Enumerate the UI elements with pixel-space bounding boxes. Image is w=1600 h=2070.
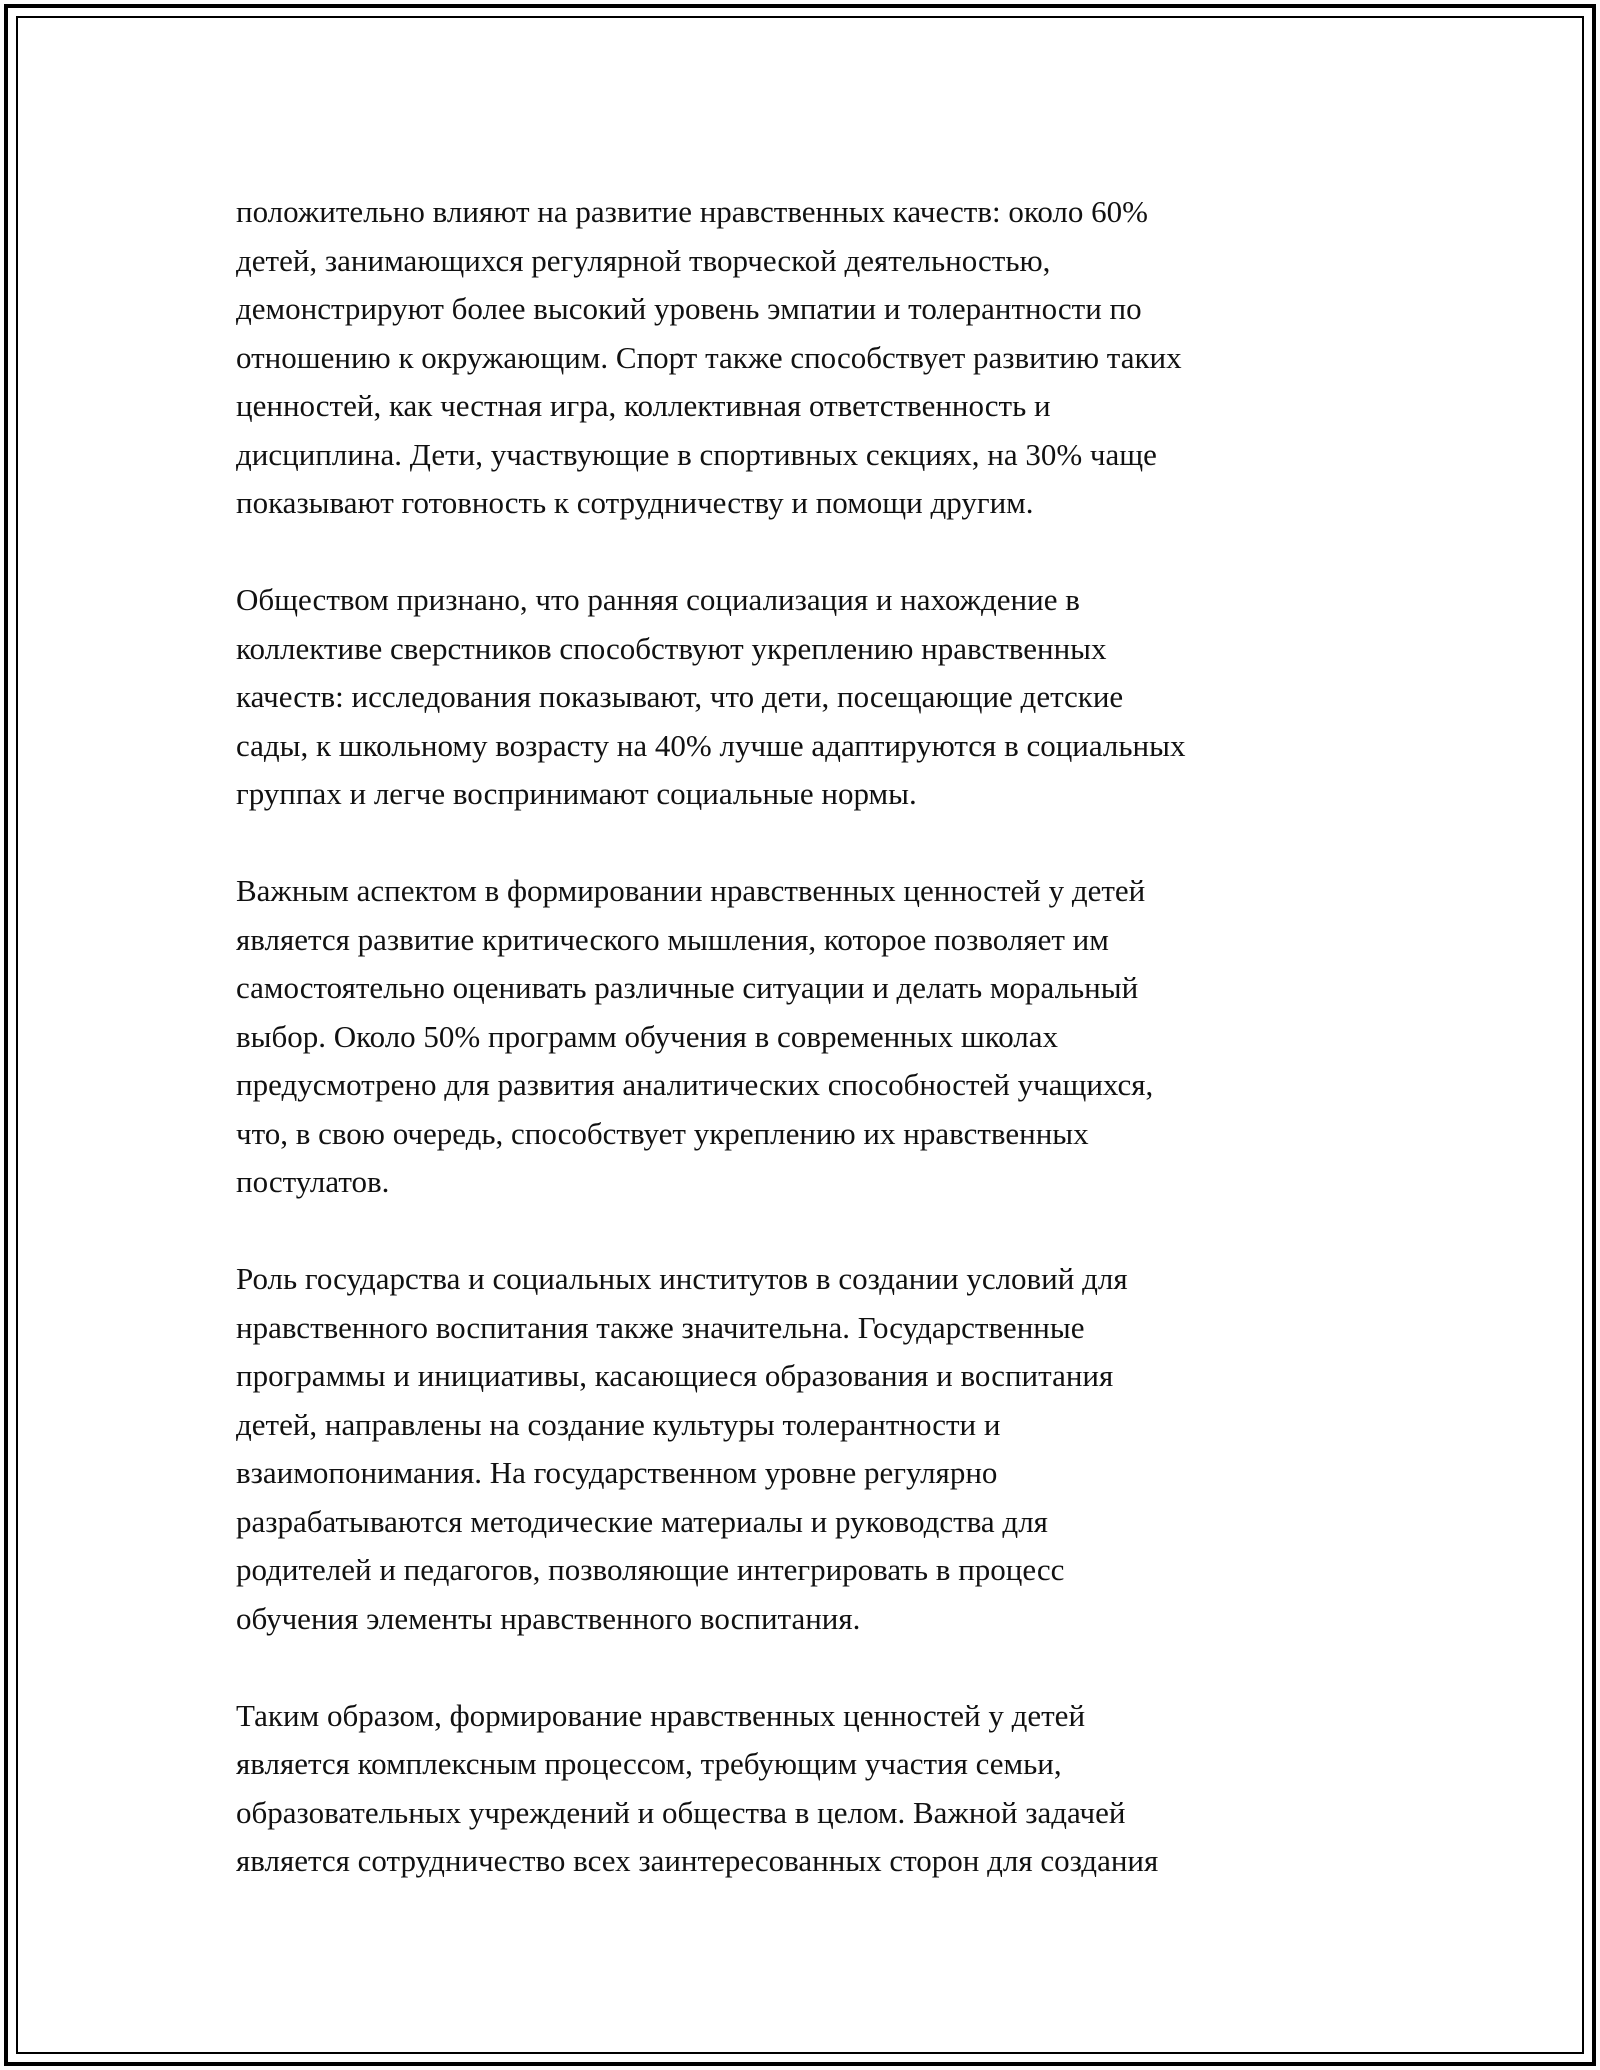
paragraph-5	[236, 1692, 1386, 1886]
text-line: детей, направлены на создание культуры толерантности и	[236, 1406, 1001, 1442]
text-line: дисциплина. Дети, участвующие в спортивных секциях, на 30% чаще	[236, 436, 1157, 472]
text-line: показывают готовность к сотрудничеству и помощи другим.	[236, 485, 1034, 520]
text-line: образовательных учреждений и общества в целом. Важной задачей	[236, 1794, 1126, 1830]
text-line: взаимопонимания. На государственном уровне регулярно	[236, 1455, 998, 1490]
text-line: является комплексным процессом, требующим участия семьи,	[236, 1746, 1062, 1781]
text-line: предусмотрено для развития аналитических способностей учащихся,	[236, 1067, 1154, 1102]
text-line: выбор. Около 50% программ обучения в современных школах	[236, 1018, 1059, 1054]
text-line: родителей и педагогов, позволяющие интегрировать в процесс	[236, 1552, 1065, 1587]
text-line: является сотрудничество всех заинтересованных сторон для создания	[236, 1843, 1159, 1878]
text-line: группах и легче воспринимают социальные нормы.	[236, 776, 917, 811]
text-line: качеств: исследования показывают, что дети, посещающие детские	[236, 679, 1124, 714]
text-line: Важным аспектом в формировании нравственных ценностей у детей	[236, 873, 1146, 908]
text-line: самостоятельно оценивать различные ситуации и делать моральный	[236, 970, 1139, 1005]
text-line: разрабатываются методические материалы и руководства для	[236, 1503, 1048, 1539]
paragraph-2	[236, 576, 1386, 819]
paragraph-4	[236, 1255, 1386, 1643]
text-line: обучения элементы нравственного воспитания.	[236, 1600, 861, 1636]
text-line: коллективе сверстников способствуют укреплению нравственных	[236, 630, 1107, 666]
document-body	[236, 188, 1386, 1934]
text-line: постулатов.	[236, 1164, 390, 1199]
text-line: программы и инициативы, касающиеся образования и воспитания	[236, 1358, 1114, 1393]
text-line: детей, занимающихся регулярной творческой деятельностью,	[236, 242, 1051, 278]
text-line: что, в свою очередь, способствует укреплению их нравственных	[236, 1115, 1089, 1151]
text-line: сады, к школьному возрасту на 40% лучше адаптируются в социальных	[236, 727, 1186, 763]
text-line: Роль государства и социальных институтов в создании условий для	[236, 1261, 1128, 1296]
text-line: отношению к окружающим. Спорт также способствует развитию таких	[236, 339, 1182, 375]
text-line: ценностей, как честная игра, коллективная ответственность и	[236, 388, 1051, 423]
paragraph-3	[236, 867, 1386, 1207]
text-line: Обществом признано, что ранняя социализация и нахождение в	[236, 582, 1080, 617]
paragraph-1	[236, 188, 1386, 528]
text-line: нравственного воспитания также значительна. Государственные	[236, 1309, 1085, 1345]
text-line: Таким образом, формирование нравственных ценностей у детей	[236, 1697, 1086, 1733]
text-line: положительно влияют на развитие нравственных качеств: около 60%	[236, 194, 1148, 229]
text-line: является развитие критического мышления, которое позволяет им	[236, 921, 1109, 957]
text-line: демонстрируют более высокий уровень эмпатии и толерантности по	[236, 291, 1142, 326]
